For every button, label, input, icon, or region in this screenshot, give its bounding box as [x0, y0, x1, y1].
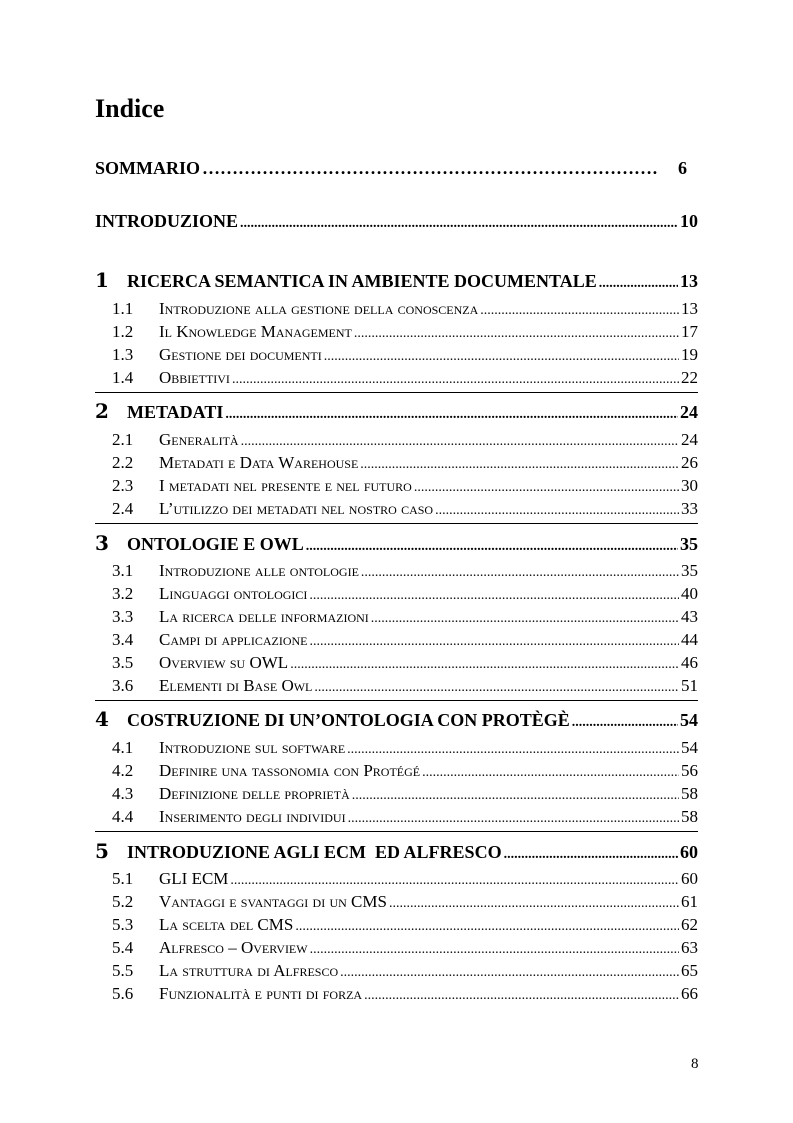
dot-leader	[435, 503, 679, 519]
toc-section[interactable]	[95, 630, 698, 652]
section-number: 4.3	[112, 784, 134, 803]
toc-section[interactable]	[95, 476, 698, 498]
section-number: 5.2	[112, 892, 134, 911]
chapter-page: 35	[680, 534, 698, 554]
toc-chapter-1[interactable]	[95, 268, 698, 290]
dot-leader	[572, 715, 678, 731]
dot-leader	[295, 919, 679, 935]
toc-section[interactable]	[95, 368, 698, 390]
dot-leader	[225, 407, 678, 423]
toc-section[interactable]	[95, 738, 698, 760]
toc-section[interactable]	[95, 453, 698, 475]
section-page: 51	[681, 676, 698, 695]
dot-leader	[306, 539, 678, 555]
dot-leader	[504, 847, 678, 863]
page-title: Indice	[95, 94, 165, 123]
section-page: 63	[681, 938, 698, 957]
toc-section[interactable]	[95, 784, 698, 806]
chapter-rule	[95, 392, 698, 393]
section-number: 1.2	[112, 322, 134, 341]
dot-leader	[348, 811, 679, 827]
chapter-title: INTRODUZIONE AGLI ECM ED ALFRESCO	[127, 842, 502, 862]
toc-section[interactable]	[95, 869, 698, 891]
toc-section[interactable]	[95, 761, 698, 783]
section-page: 35	[681, 561, 698, 580]
section-number: 1.3	[112, 345, 134, 364]
section-page: 40	[681, 584, 698, 603]
dot-leader	[364, 988, 679, 1004]
section-page: 54	[681, 738, 698, 757]
chapter-title: RICERCA SEMANTICA IN AMBIENTE DOCUMENTALE	[127, 271, 597, 291]
chapter-page: 60	[680, 842, 698, 862]
section-title: Obbiettivi	[159, 368, 230, 387]
section-title: Inserimento degli individui	[159, 807, 346, 826]
section-title: Generalità	[159, 430, 239, 449]
dot-leader	[371, 611, 679, 627]
section-title: La scelta del CMS	[159, 915, 294, 934]
section-page: 43	[681, 607, 698, 626]
section-number: 1.1	[112, 299, 134, 318]
section-page: 58	[681, 807, 698, 826]
section-title: Il Knowledge Management	[159, 322, 352, 341]
dot-leader	[389, 896, 679, 912]
section-number: 3.2	[112, 584, 134, 603]
chapter-title: METADATI	[127, 402, 224, 422]
section-page: 17	[681, 322, 698, 341]
section-number: 4.2	[112, 761, 134, 780]
dot-leader	[361, 565, 679, 581]
toc-section[interactable]	[95, 915, 698, 937]
section-number: 2.3	[112, 476, 134, 495]
dot-leader	[241, 434, 679, 450]
dot-leader	[314, 680, 679, 696]
toc-section[interactable]	[95, 299, 698, 321]
toc-section[interactable]	[95, 499, 698, 521]
toc-section[interactable]	[95, 892, 698, 914]
chapter-number: 1	[95, 268, 109, 292]
section-title: La struttura di Alfresco	[159, 961, 339, 980]
toc-section[interactable]	[95, 345, 698, 367]
chapter-number: 5	[95, 839, 109, 863]
section-title: Overview su OWL	[159, 653, 289, 672]
section-number: 4.1	[112, 738, 134, 757]
dot-leader	[232, 372, 679, 388]
section-page: 66	[681, 984, 698, 1003]
chapter-rule	[95, 700, 698, 701]
dot-leader	[230, 873, 679, 889]
section-number: 3.3	[112, 607, 134, 626]
section-number: 5.4	[112, 938, 134, 957]
dot-leader	[360, 457, 679, 473]
section-page: 24	[681, 430, 698, 449]
toc-entry-sommario[interactable]	[95, 158, 687, 180]
section-title: Linguaggi ontologici	[159, 584, 308, 603]
toc-entry-title: SOMMARIO	[95, 158, 200, 178]
page-number: 8	[691, 1056, 699, 1072]
chapter-page: 54	[680, 710, 698, 730]
chapter-rule	[95, 523, 698, 524]
section-page: 46	[681, 653, 698, 672]
section-title: La ricerca delle informazioni	[159, 607, 369, 626]
section-number: 5.1	[112, 869, 134, 888]
section-page: 19	[681, 345, 698, 364]
section-page: 44	[681, 630, 698, 649]
chapter-title: ONTOLOGIE E OWL	[127, 534, 304, 554]
dot-leader	[352, 788, 679, 804]
dot-leader	[414, 480, 679, 496]
section-title: Elementi di Base Owl	[159, 676, 313, 695]
toc-section[interactable]	[95, 584, 698, 606]
section-page: 62	[681, 915, 698, 934]
section-title: Definizione delle proprietà	[159, 784, 350, 803]
section-page: 22	[681, 368, 698, 387]
dot-leader	[422, 765, 679, 781]
section-title: Introduzione alla gestione della conoscenza	[159, 299, 479, 318]
section-page: 61	[681, 892, 698, 911]
dot-leader	[310, 634, 679, 650]
section-page: 26	[681, 453, 698, 472]
toc-chapter-4[interactable]	[95, 707, 698, 729]
toc-section[interactable]	[95, 653, 698, 675]
section-title: GLI ECM	[159, 869, 229, 888]
toc-section[interactable]	[95, 430, 698, 452]
toc-entry-introduzione[interactable]	[95, 211, 698, 233]
chapter-number: 4	[95, 707, 109, 731]
dot-leader	[340, 965, 679, 981]
section-number: 5.6	[112, 984, 134, 1003]
chapter-number: 3	[95, 531, 109, 555]
section-title: Funzionalità e punti di forza	[159, 984, 363, 1003]
section-number: 3.1	[112, 561, 134, 580]
section-title: Definire una tassonomia con Protégé	[159, 761, 421, 780]
section-title: L’utilizzo dei metadati nel nostro caso	[159, 499, 434, 518]
toc-chapter-3[interactable]	[95, 531, 698, 553]
dot-leader	[240, 216, 678, 232]
dot-leader	[202, 158, 658, 179]
section-page: 65	[681, 961, 698, 980]
chapter-page: 24	[680, 402, 698, 422]
toc-chapter-5[interactable]	[95, 839, 698, 861]
section-number: 3.4	[112, 630, 134, 649]
chapter-page: 13	[680, 271, 698, 291]
section-title: Introduzione sul software	[159, 738, 346, 757]
dot-leader	[480, 303, 679, 319]
section-number: 4.4	[112, 807, 134, 826]
section-number: 2.4	[112, 499, 134, 518]
section-title: Campi di applicazione	[159, 630, 308, 649]
toc-section[interactable]	[95, 322, 698, 344]
section-number: 5.5	[112, 961, 134, 980]
dot-leader	[309, 588, 679, 604]
section-page: 13	[681, 299, 698, 318]
chapter-rule	[95, 831, 698, 832]
toc-entry-page: 6	[678, 158, 687, 178]
section-title: Metadati e Data Warehouse	[159, 453, 359, 472]
section-page: 56	[681, 761, 698, 780]
section-page: 33	[681, 499, 698, 518]
toc-section[interactable]	[95, 561, 698, 583]
section-number: 2.1	[112, 430, 134, 449]
toc-section[interactable]	[95, 984, 698, 1006]
toc-section[interactable]	[95, 807, 698, 829]
section-title: Vantaggi e svantaggi di un CMS	[159, 892, 387, 911]
dot-leader	[310, 942, 679, 958]
section-title: Alfresco – Overview	[159, 938, 308, 957]
section-title: I metadati nel presente e nel futuro	[159, 476, 412, 495]
toc-section[interactable]	[95, 961, 698, 983]
toc-section[interactable]	[95, 607, 698, 629]
toc-section[interactable]	[95, 938, 698, 960]
toc-entry-page: 10	[680, 211, 698, 231]
dot-leader	[599, 276, 678, 292]
dot-leader	[354, 326, 679, 342]
section-number: 3.5	[112, 653, 134, 672]
section-page: 30	[681, 476, 698, 495]
toc-entry-title: INTRODUZIONE	[95, 211, 239, 231]
section-number: 2.2	[112, 453, 134, 472]
toc-chapter-2[interactable]	[95, 399, 698, 421]
section-title: Gestione dei documenti	[159, 345, 322, 364]
dot-leader	[324, 349, 679, 365]
section-number: 5.3	[112, 915, 134, 934]
section-title: Introduzione alle ontologie	[159, 561, 359, 580]
chapter-number: 2	[95, 399, 109, 423]
dot-leader	[290, 657, 679, 673]
toc-section[interactable]	[95, 676, 698, 698]
chapter-title: COSTRUZIONE DI UN’ONTOLOGIA CON PROTÈGÈ	[127, 710, 570, 730]
dot-leader	[347, 742, 679, 758]
section-page: 60	[681, 869, 698, 888]
section-number: 1.4	[112, 368, 134, 387]
section-page: 58	[681, 784, 698, 803]
section-number: 3.6	[112, 676, 134, 695]
